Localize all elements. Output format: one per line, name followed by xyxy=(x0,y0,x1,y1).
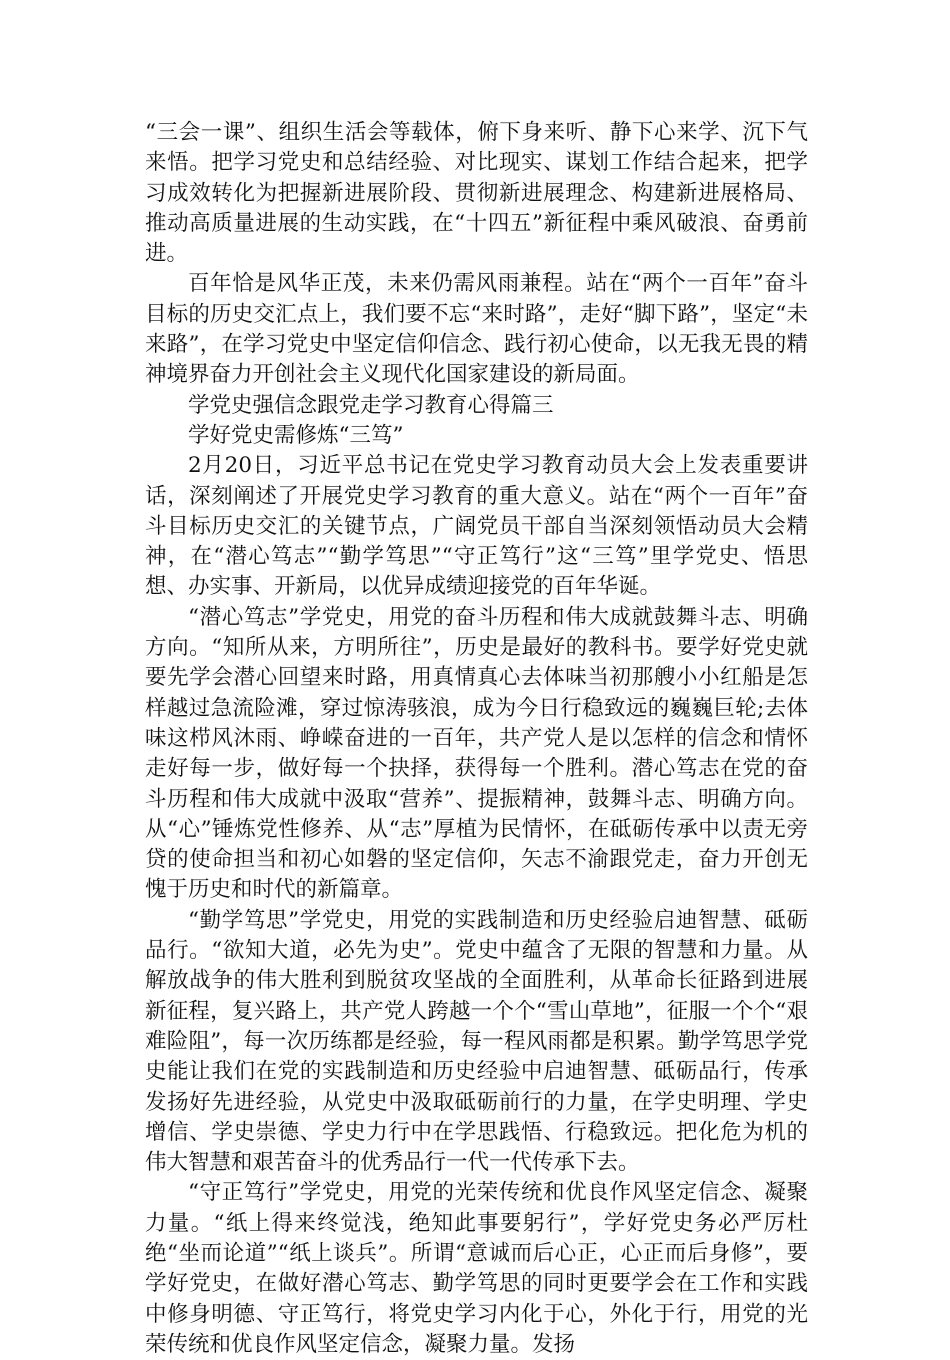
section-title: 学党史强信念跟党走学习教育心得篇三 xyxy=(188,392,554,418)
paragraph-continuation: “三会一课”、组织生活会等载体，俯下身来听、静下心来学、沉下气来悟。把学习党史和总结经验、对比现实、谋划工作结合起来，把学习成效转化为把握新进展阶段、贯彻新进展理念、构建新进展格局、推动高质量进展的生动实践，在“十四五”新征程中乘风破浪、奋勇前进。 xyxy=(145,120,808,267)
paragraph-qianxin: “潜心笃志”学党史，用党的奋斗历程和伟大成就鼓舞斗志、明确方向。“知所从来，方明所往”，历史是最好的教科书。要学好党史就要先学会潜心回望来时路，用真情真心去体味当初那艘小小红船是怎样越过急流险滩，穿过惊涛骇浪，成为今日行稳致远的巍巍巨轮;去体味这栉风沐雨、峥嵘奋进的一百年，共产党人是以怎样的信念和情怀走好每一步，做好每一个抉择，获得每一个胜利。潜心笃志在党的奋斗历程和伟大成就中汲取“营养”、提振精神，鼓舞斗志、明确方向。从“心”锤炼党性修养、从“志”厚植为民情怀，在砥砺传承中以责无旁贷的使命担当和初心如磐的坚定信仰，矢志不渝跟党走，奋力开创无愧于历史和时代的新篇章。 xyxy=(145,604,808,903)
paragraph-shouzheng: “守正笃行”学党史，用党的光荣传统和优良作风坚定信念、凝聚力量。“纸上得来终觉浅，绝知此事要躬行”，学好党史务必严厉杜绝“坐而论道”“纸上谈兵”。所谓“意诚而后心正，心正而后身修”，要学好党史，在做好潜心笃志、勤学笃思的同时更要学会在工作和实践中修身明德、守正笃行，将党史学习内化于心，外化于行，用党的光荣传统和优良作风坚定信念，凝聚力量。发扬 xyxy=(145,1180,808,1357)
document-page xyxy=(145,118,808,1360)
section-subtitle: 学好党史需修炼“三笃” xyxy=(188,422,404,448)
paragraph-qinxue: “勤学笃思”学党史，用党的实践制造和历史经验启迪智慧、砥砺品行。“欲知大道，必先为史”。党史中蕴含了无限的智慧和力量。从解放战争的伟大胜利到脱贫攻坚战的全面胜利，从革命长征路到进展新征程，复兴路上，共产党人跨越一个个“雪山草地”，征服一个个“艰难险阻”，每一次历练都是经验，每一程风雨都是积累。勤学笃思学党史能让我们在党的实践制造和历史经验中启迪智慧、砥砺品行，传承发扬好先进经验，从党史中汲取砥砺前行的力量，在学史明理、学史增信、学史崇德、学史力行中在学思践悟、行稳致远。把化危为机的伟大智慧和艰苦奋斗的优秀品行一代一代传承下去。 xyxy=(145,907,808,1176)
paragraph-intro: 2月20日，习近平总书记在党史学习教育动员大会上发表重要讲话，深刻阐述了开展党史学习教育的重大意义。站在“两个一百年”奋斗目标历史交汇的关键节点，广阔党员干部自当深刻领悟动员大会精神，在“潜心笃志”“勤学笃思”“守正笃行”这“三笃”里学党史、悟思想、办实事、开新局，以优异成绩迎接党的百年华诞。 xyxy=(145,453,808,600)
paragraph-century: 百年恰是风华正茂，未来仍需风雨兼程。站在“两个一百年”奋斗目标的历史交汇点上，我们要不忘“来时路”，走好“脚下路”，坚定“未来路”，在学习党史中坚定信仰信念、践行初心使命，以无我无畏的精神境界奋力开创社会主义现代化国家建设的新局面。 xyxy=(145,271,808,388)
